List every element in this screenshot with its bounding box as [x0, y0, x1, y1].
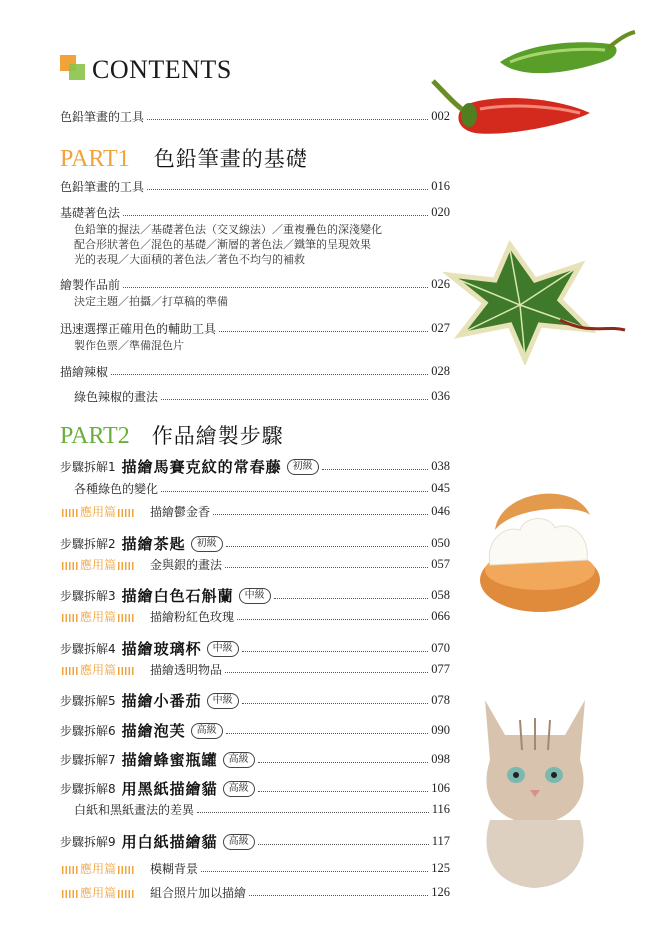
- page-number: 020: [431, 205, 450, 219]
- toc-title: 描繪粉紅色玫瑰: [150, 610, 235, 624]
- apply-tag: 應用篇: [60, 860, 136, 877]
- step-label: 步驟拆解9: [60, 835, 116, 849]
- leader-dots: [258, 844, 429, 845]
- subtopic-line: 決定主題／拍攝／打草稿的準備: [74, 295, 228, 308]
- page-number: 002: [431, 109, 450, 123]
- leader-dots: [161, 491, 428, 492]
- leader-dots: [225, 567, 428, 568]
- green-pepper-illustration: [490, 22, 640, 82]
- part2-label: PART2: [60, 423, 130, 449]
- toc-entry[interactable]: [60, 204, 450, 221]
- step-title: 用白紙描繪貓: [121, 833, 218, 851]
- toc-step[interactable]: [60, 831, 450, 852]
- cat-illustration: [470, 690, 600, 890]
- page-number: 028: [431, 364, 450, 378]
- step-label: 步驟拆解4: [60, 642, 116, 656]
- toc-title: 白紙和黑紙畫法的差異: [74, 803, 195, 817]
- apply-tag: 應用篇: [60, 661, 136, 678]
- page-number: 078: [431, 693, 450, 707]
- toc-title: 模糊背景: [150, 862, 199, 876]
- toc-step[interactable]: [60, 720, 450, 741]
- part1-label: PART1: [60, 146, 130, 172]
- level-badge: 高級: [223, 781, 255, 797]
- toc-entry[interactable]: [60, 178, 450, 195]
- page-number: 116: [431, 802, 450, 816]
- toc-step[interactable]: [60, 638, 450, 659]
- page-number: 125: [431, 861, 450, 875]
- toc-entry[interactable]: [74, 388, 450, 405]
- toc-step[interactable]: [60, 690, 450, 711]
- step-label: 步驟拆解6: [60, 724, 116, 738]
- toc-apply[interactable]: [60, 608, 450, 625]
- toc-title: 綠色辣椒的畫法: [74, 390, 159, 404]
- page-number: 126: [431, 885, 450, 899]
- step-title: 描繪泡芙: [121, 722, 186, 740]
- leader-dots: [258, 791, 429, 792]
- red-pepper-illustration: [425, 75, 595, 145]
- page-number: 098: [431, 752, 450, 766]
- leader-dots: [201, 871, 428, 872]
- page-number: 077: [431, 662, 450, 676]
- toc-title: 描繪辣椒: [60, 365, 109, 379]
- toc-title: 迅速選擇正確用色的輔助工具: [60, 322, 217, 336]
- contents-logo-icon: [60, 55, 90, 83]
- level-badge: 高級: [191, 723, 223, 739]
- step-label: 步驟拆解1: [60, 460, 116, 474]
- contents-heading: CONTENTS: [92, 55, 232, 84]
- toc-apply[interactable]: [60, 661, 450, 678]
- apply-tag: 應用篇: [60, 556, 136, 573]
- page-number: 106: [431, 781, 450, 795]
- page-number: 066: [431, 609, 450, 623]
- step-label: 步驟拆解2: [60, 537, 116, 551]
- step-label: 步驟拆解7: [60, 753, 116, 767]
- page-number: 026: [431, 277, 450, 291]
- toc-title: 各種綠色的變化: [74, 482, 159, 496]
- ivy-leaf-illustration: [440, 225, 630, 365]
- step-title: 描繪茶匙: [121, 535, 186, 553]
- level-badge: 初級: [287, 459, 319, 475]
- page-number: 045: [431, 481, 450, 495]
- toc-title: 描繪透明物品: [150, 663, 223, 677]
- page-number: 027: [431, 321, 450, 335]
- cream-puff-illustration: [475, 470, 605, 620]
- toc-apply[interactable]: [60, 503, 450, 520]
- step-title: 描繪馬賽克紋的常春藤: [121, 458, 282, 476]
- step-label: 步驟拆解3: [60, 589, 116, 603]
- apply-tag: 應用篇: [60, 884, 136, 901]
- part1-name: 色鉛筆畫的基礎: [153, 147, 308, 171]
- page-number: 046: [431, 504, 450, 518]
- toc-entry[interactable]: [60, 276, 450, 293]
- leader-dots: [274, 598, 429, 599]
- toc-title: 色鉛筆畫的工具: [60, 110, 145, 124]
- toc-title: 金與銀的畫法: [150, 558, 223, 572]
- toc-apply[interactable]: [60, 860, 450, 877]
- leader-dots: [147, 189, 428, 190]
- subtopic-line: 光的表現／大面積的著色法／著色不均勻的補救: [74, 253, 305, 266]
- apply-tag: 應用篇: [60, 503, 136, 520]
- leader-dots: [237, 619, 428, 620]
- toc-step[interactable]: [60, 749, 450, 770]
- toc-title: 組合照片加以描繪: [150, 886, 247, 900]
- part1-header: [60, 143, 308, 173]
- toc-entry[interactable]: [74, 801, 450, 818]
- step-label: 步驟拆解8: [60, 782, 116, 796]
- toc-entry-intro[interactable]: [60, 108, 450, 125]
- step-title: 描繪白色石斛蘭: [121, 587, 234, 605]
- toc-entry[interactable]: [60, 320, 450, 337]
- apply-tag: 應用篇: [60, 608, 136, 625]
- level-badge: 中級: [239, 588, 271, 604]
- leader-dots: [249, 895, 428, 896]
- level-badge: 高級: [223, 752, 255, 768]
- toc-apply[interactable]: [60, 884, 450, 901]
- step-title: 描繪蜂蜜瓶罐: [121, 751, 218, 769]
- page-number: 117: [431, 834, 450, 848]
- page-number: 070: [431, 641, 450, 655]
- step-title: 描繪小番茄: [121, 692, 202, 710]
- subtopic-line: 色鉛筆的握法／基礎著色法（交叉線法）／重複疊色的深淺變化: [74, 223, 382, 236]
- level-badge: 中級: [207, 641, 239, 657]
- leader-dots: [226, 733, 429, 734]
- subtopic-line: 配合形狀著色／混色的基礎／漸層的著色法／鐵筆的呈現效果: [74, 238, 371, 251]
- page-number: 090: [431, 723, 450, 737]
- leader-dots: [242, 651, 429, 652]
- leader-dots: [111, 374, 428, 375]
- leader-dots: [147, 119, 428, 120]
- leader-dots: [322, 469, 429, 470]
- level-badge: 中級: [207, 693, 239, 709]
- toc-title: 繪製作品前: [60, 278, 121, 292]
- leader-dots: [213, 514, 428, 515]
- step-title: 描繪玻璃杯: [121, 640, 202, 658]
- toc-step[interactable]: [60, 456, 450, 477]
- toc-step[interactable]: [60, 585, 450, 606]
- toc-apply[interactable]: [60, 556, 450, 573]
- page-number: 036: [431, 389, 450, 403]
- level-badge: 初級: [191, 536, 223, 552]
- page-number: 057: [431, 557, 450, 571]
- page-number: 058: [431, 588, 450, 602]
- part2-name: 作品繪製步驟: [151, 424, 284, 448]
- step-label: 步驟拆解5: [60, 694, 116, 708]
- step-title: 用黑紙描繪貓: [121, 780, 218, 798]
- leader-dots: [123, 215, 428, 216]
- leader-dots: [258, 762, 429, 763]
- page-number: 038: [431, 459, 450, 473]
- leader-dots: [242, 703, 429, 704]
- toc-step[interactable]: [60, 778, 450, 799]
- leader-dots: [226, 546, 429, 547]
- toc-step[interactable]: [60, 533, 450, 554]
- level-badge: 高級: [223, 834, 255, 850]
- page-number: 050: [431, 536, 450, 550]
- leader-dots: [161, 399, 428, 400]
- leader-dots: [197, 812, 429, 813]
- page-number: 016: [431, 179, 450, 193]
- toc-title: 描繪鬱金香: [150, 505, 211, 519]
- leader-dots: [123, 287, 428, 288]
- toc-entry[interactable]: [74, 480, 450, 497]
- part2-header: [60, 420, 284, 450]
- leader-dots: [225, 672, 428, 673]
- toc-title: 基礎著色法: [60, 206, 121, 220]
- toc-entry[interactable]: [60, 363, 450, 380]
- toc-title: 色鉛筆畫的工具: [60, 180, 145, 194]
- subtopic-line: 製作色票／準備混色片: [74, 339, 184, 352]
- leader-dots: [219, 331, 428, 332]
